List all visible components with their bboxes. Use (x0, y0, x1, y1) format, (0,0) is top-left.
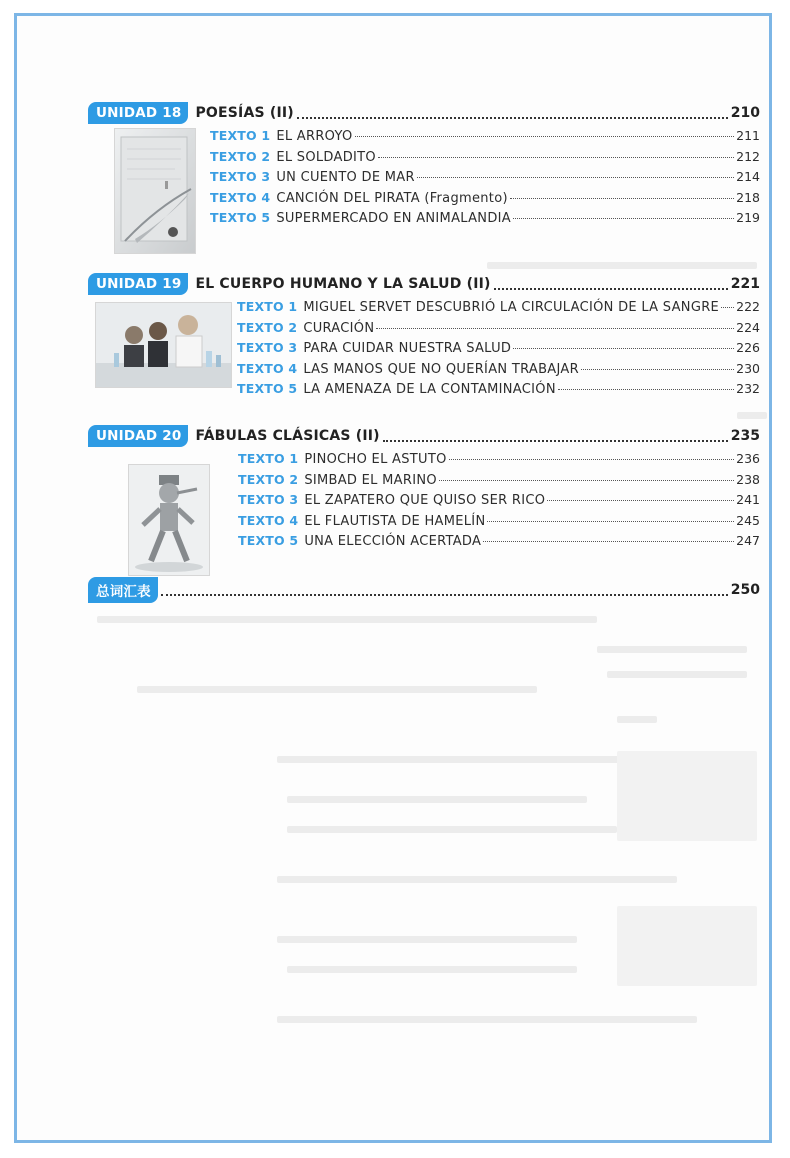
dot-leader (439, 480, 734, 481)
text-page: 211 (736, 128, 760, 143)
dot-leader (510, 198, 734, 199)
text-page: 222 (736, 299, 760, 314)
toc-entry[interactable] (210, 128, 760, 149)
unit-title: EL CUERPO HUMANO Y LA SALUD (II) (195, 276, 491, 292)
text-label: TEXTO 2 (237, 319, 298, 335)
toc-entry[interactable] (238, 533, 760, 554)
toc-entry[interactable] (237, 320, 760, 341)
text-title: LAS MANOS QUE NO QUERÍAN TRABAJAR (303, 361, 579, 377)
text-page: 245 (736, 512, 760, 528)
children-lab-image (95, 302, 232, 388)
unit-20-header[interactable] (88, 424, 760, 448)
unit-19-texts (237, 299, 760, 402)
unit-18-texts (210, 128, 760, 231)
text-title: EL ARROYO (276, 129, 353, 144)
text-title: UN CUENTO DE MAR (276, 170, 415, 185)
glossary-row[interactable] (88, 578, 760, 602)
unit-page-number: 235 (730, 428, 760, 444)
text-label: TEXTO 1 (210, 128, 271, 143)
unit-badge: UNIDAD 18 (88, 102, 188, 124)
toc-entry[interactable] (238, 513, 760, 534)
text-title: EL FLAUTISTA DE HAMELÍN (304, 513, 486, 529)
text-label: TEXTO 4 (210, 189, 271, 205)
text-label: TEXTO 3 (210, 169, 271, 184)
text-label: TEXTO 1 (237, 299, 298, 314)
dot-leader (581, 369, 734, 370)
text-title: LA AMENAZA DE LA CONTAMINACIÓN (303, 382, 556, 397)
text-label: TEXTO 3 (237, 340, 298, 355)
toc-entry[interactable] (238, 492, 760, 513)
unit-title: POESÍAS (II) (195, 105, 294, 121)
dot-leader (297, 107, 728, 119)
text-page: 236 (736, 451, 760, 466)
glossary-badge: 总词汇表 (88, 577, 158, 603)
toc-entry[interactable] (210, 149, 760, 170)
toc-entry[interactable] (238, 451, 760, 472)
toc-entry[interactable] (238, 472, 760, 493)
unit-18-header[interactable] (88, 101, 760, 125)
quill-pen-image (114, 128, 196, 254)
text-page: 232 (736, 381, 760, 396)
text-title: MIGUEL SERVET DESCUBRIÓ LA CIRCULACIÓN DE LA SANGRE (303, 300, 720, 315)
text-title: SUPERMERCADO EN ANIMALANDIA (276, 211, 511, 226)
dot-leader (417, 177, 734, 178)
unit-20-texts (238, 451, 760, 554)
text-title: EL ZAPATERO QUE QUISO SER RICO (304, 493, 546, 508)
text-title: PARA CUIDAR NUESTRA SALUD (303, 341, 512, 356)
text-page: 214 (736, 169, 760, 184)
text-page: 226 (736, 340, 760, 355)
dot-leader (547, 500, 734, 501)
text-title: SIMBAD EL MARINO (304, 472, 437, 488)
unit-title: FÁBULAS CLÁSICAS (II) (195, 428, 380, 444)
toc-entry[interactable] (210, 190, 760, 211)
dot-leader (355, 136, 735, 137)
unit-badge: UNIDAD 20 (88, 425, 188, 447)
dot-leader (721, 307, 734, 308)
text-title: PINOCHO EL ASTUTO (304, 452, 447, 467)
text-title: CANCIÓN DEL PIRATA (Fragmento) (276, 190, 508, 206)
dot-leader (483, 541, 734, 542)
toc-entry[interactable] (237, 340, 760, 361)
text-page: 219 (736, 210, 760, 225)
text-page: 224 (736, 319, 760, 335)
unit-page-number: 221 (730, 276, 760, 292)
unit-20 (88, 424, 760, 549)
text-page: 247 (736, 533, 760, 548)
dot-leader (449, 459, 735, 460)
dot-leader (378, 157, 734, 158)
text-page: 218 (736, 189, 760, 205)
unit-19-header[interactable] (88, 272, 760, 296)
toc-page (14, 13, 772, 1143)
dot-leader (494, 278, 728, 290)
toc-entry[interactable] (237, 299, 760, 320)
toc-entry[interactable] (210, 210, 760, 231)
toc-entry[interactable] (210, 169, 760, 190)
text-label: TEXTO 5 (210, 210, 271, 225)
text-page: 238 (736, 471, 760, 487)
dot-leader (487, 521, 734, 522)
text-page: 241 (736, 492, 760, 507)
text-title: UNA ELECCIÓN ACERTADA (304, 534, 482, 549)
text-page: 230 (736, 360, 760, 376)
dot-leader (376, 328, 734, 329)
unit-19 (88, 272, 760, 397)
text-label: TEXTO 5 (238, 533, 299, 548)
dot-leader (383, 430, 728, 442)
toc-entry[interactable] (237, 381, 760, 402)
glossary-page-number: 250 (730, 582, 760, 598)
text-label: TEXTO 3 (238, 492, 299, 507)
text-title: CURACIÓN (303, 320, 375, 336)
text-label: TEXTO 2 (210, 148, 271, 164)
toc-entry[interactable] (237, 361, 760, 382)
text-title: EL SOLDADITO (276, 149, 376, 165)
dot-leader (513, 218, 734, 219)
unit-18 (88, 101, 760, 226)
dot-leader (513, 348, 734, 349)
unit-badge: UNIDAD 19 (88, 273, 188, 295)
text-label: TEXTO 2 (238, 471, 299, 487)
dot-leader (161, 584, 728, 596)
text-label: TEXTO 4 (237, 360, 298, 376)
unit-page-number: 210 (730, 105, 760, 121)
dot-leader (558, 389, 734, 390)
text-label: TEXTO 5 (237, 381, 298, 396)
text-label: TEXTO 1 (238, 451, 299, 466)
pinocchio-image (128, 464, 210, 576)
text-page: 212 (736, 148, 760, 164)
text-label: TEXTO 4 (238, 512, 299, 528)
